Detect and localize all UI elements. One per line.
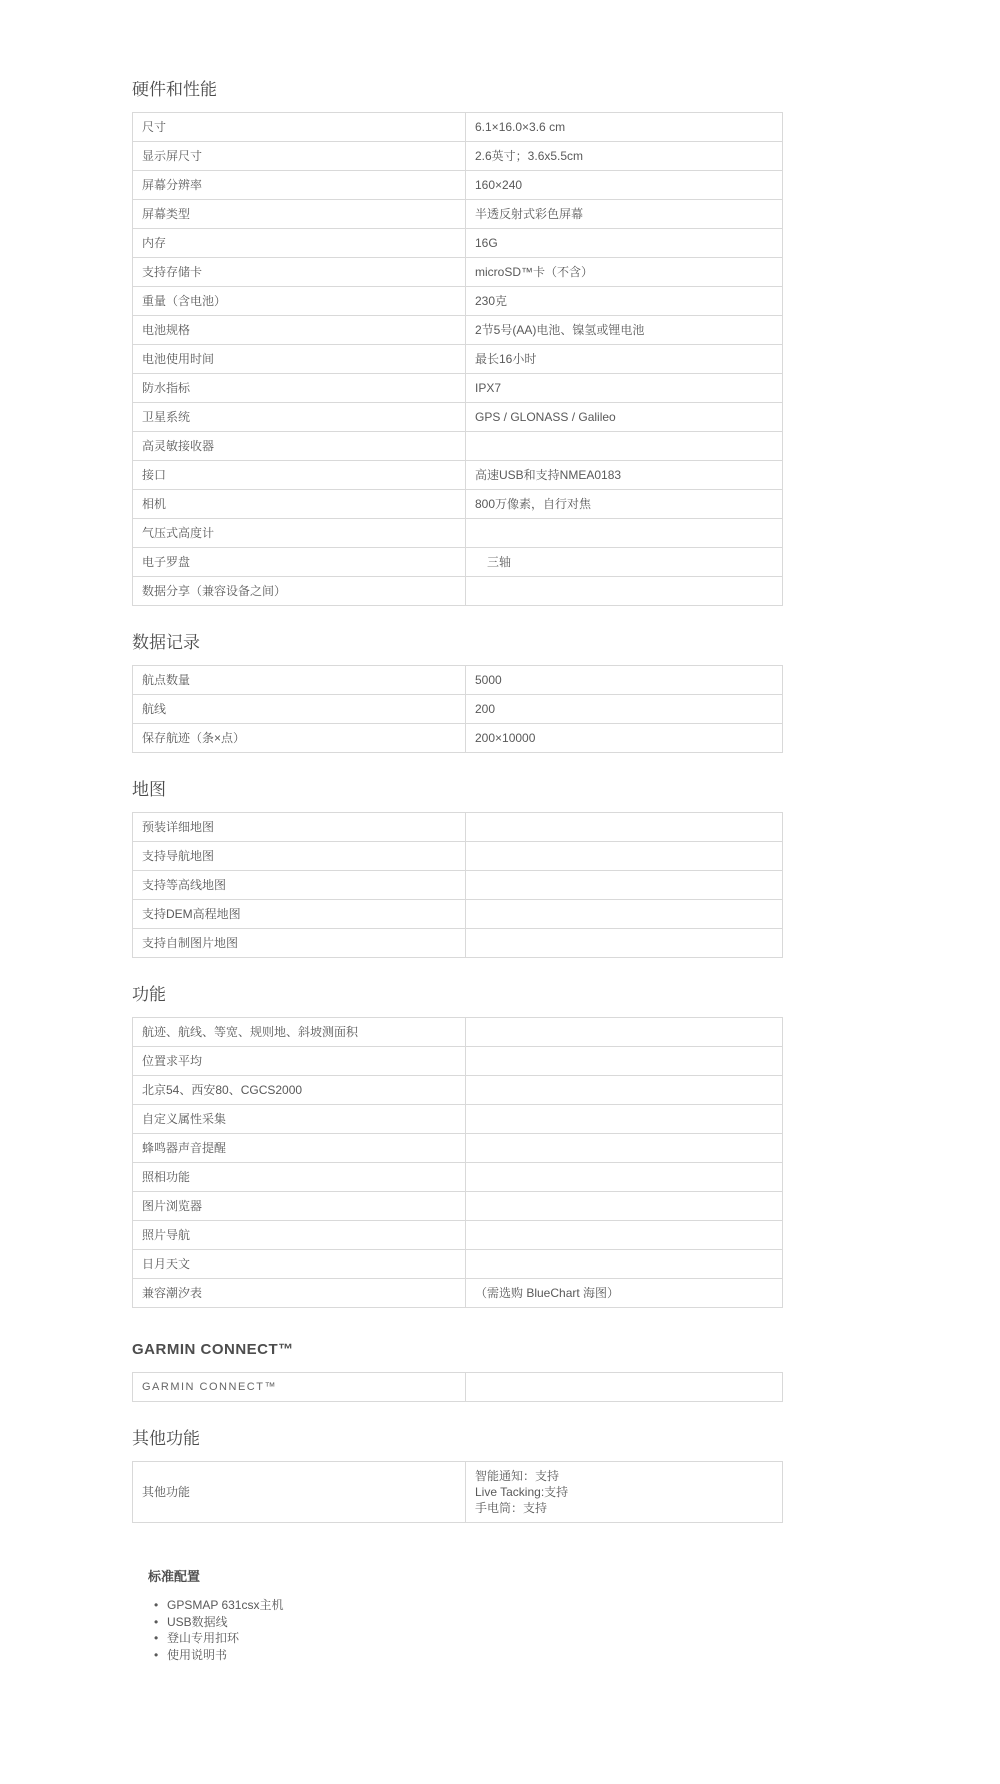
table-row: [133, 1163, 783, 1192]
row-value: [466, 1076, 783, 1105]
row-value: [466, 1047, 783, 1076]
spec-table-features: [132, 1017, 783, 1308]
row-label: 北京54、西安80、CGCS2000: [133, 1076, 466, 1105]
table-row: [133, 1250, 783, 1279]
row-label: 支持自制图片地图: [133, 929, 466, 958]
table-row: [133, 577, 783, 606]
row-label: 电池规格: [133, 316, 466, 345]
list-item: • 登山专用扣环: [148, 1630, 782, 1647]
row-value: [466, 1105, 783, 1134]
row-value: microSD™卡（不含）: [466, 258, 783, 287]
row-value: 800万像素，自行对焦: [466, 490, 783, 519]
table-row: [133, 345, 783, 374]
section-title-other-features: 其他功能: [132, 1429, 200, 1448]
row-label: 相机: [133, 490, 466, 519]
row-label: 接口: [133, 461, 466, 490]
section-title-features: 功能: [132, 985, 166, 1004]
row-value: [466, 1373, 783, 1402]
table-row: [133, 666, 783, 695]
row-value: GPS / GLONASS / Galileo: [466, 403, 783, 432]
row-label: 数据分享（兼容设备之间）: [133, 577, 466, 606]
row-value: 2.6英寸；3.6x5.5cm: [466, 142, 783, 171]
row-value: （需选购 BlueChart 海图）: [466, 1279, 783, 1308]
table-row: [133, 1076, 783, 1105]
list-item: • 使用说明书: [148, 1647, 782, 1664]
row-label: 防水指标: [133, 374, 466, 403]
row-value: [466, 1018, 783, 1047]
spec-table-other-features: [132, 1461, 783, 1523]
row-value: [466, 871, 783, 900]
table-row: [133, 695, 783, 724]
table-row: [133, 490, 783, 519]
table-row: [133, 1279, 783, 1308]
table-row: [133, 929, 783, 958]
table-row: [133, 142, 783, 171]
row-label: 兼容潮汐表: [133, 1279, 466, 1308]
row-label: 航线: [133, 695, 466, 724]
row-label: 卫星系统: [133, 403, 466, 432]
row-value: 高速USB和支持NMEA0183: [466, 461, 783, 490]
row-label: 蜂鸣器声音提醒: [133, 1134, 466, 1163]
row-value: 160×240: [466, 171, 783, 200]
row-label: 电子罗盘: [133, 548, 466, 577]
row-label: 支持等高线地图: [133, 871, 466, 900]
row-value: 6.1×16.0×3.6 cm: [466, 113, 783, 142]
row-label: 其他功能: [133, 1462, 466, 1523]
row-label: GARMIN CONNECT™: [133, 1373, 466, 1402]
table-row: [133, 519, 783, 548]
row-label: 图片浏览器: [133, 1192, 466, 1221]
table-row: [133, 871, 783, 900]
row-label: 显示屏尺寸: [133, 142, 466, 171]
row-value: 230克: [466, 287, 783, 316]
row-label: 位置求平均: [133, 1047, 466, 1076]
row-label: 支持存储卡: [133, 258, 466, 287]
standard-package-section: [148, 1569, 782, 1663]
row-label: 支持导航地图: [133, 842, 466, 871]
table-row: [133, 258, 783, 287]
table-row: [133, 1134, 783, 1163]
row-label: 电池使用时间: [133, 345, 466, 374]
spec-table-garmin-connect: [132, 1372, 783, 1402]
row-label: 航点数量: [133, 666, 466, 695]
list-item: • USB数据线: [148, 1614, 782, 1631]
table-row: [133, 813, 783, 842]
row-value: 半透反射式彩色屏幕: [466, 200, 783, 229]
row-label: 保存航迹（条×点）: [133, 724, 466, 753]
row-label: 支持DEM高程地图: [133, 900, 466, 929]
row-value: [466, 1134, 783, 1163]
section-title-maps: 地图: [132, 780, 166, 799]
table-row: [133, 1192, 783, 1221]
spec-table-maps: [132, 812, 783, 958]
row-label: 气压式高度计: [133, 519, 466, 548]
row-label: 日月天文: [133, 1250, 466, 1279]
row-label: 航迹、航线、等宽、规则地、斜坡测面积: [133, 1018, 466, 1047]
table-row: [133, 374, 783, 403]
row-value: 最长16小时: [466, 345, 783, 374]
row-label: 自定义属性采集: [133, 1105, 466, 1134]
row-value: 三轴: [466, 548, 783, 577]
table-row: [133, 461, 783, 490]
row-label: 高灵敏接收器: [133, 432, 466, 461]
row-label: 屏幕分辨率: [133, 171, 466, 200]
table-row: [133, 316, 783, 345]
section-title-garmin-connect: GARMIN CONNECT™: [132, 1341, 294, 1358]
row-value: IPX7: [466, 374, 783, 403]
table-row: [133, 287, 783, 316]
row-value: [466, 842, 783, 871]
row-value: 2节5号(AA)电池、镍氢或锂电池: [466, 316, 783, 345]
value-line: Live Tacking:支持: [475, 1485, 569, 1499]
row-value: 200: [466, 695, 783, 724]
table-row: [133, 1047, 783, 1076]
table-row: [133, 1018, 783, 1047]
list-item: • GPSMAP 631csx主机: [148, 1597, 782, 1614]
table-row: [133, 1221, 783, 1250]
row-value: [466, 1221, 783, 1250]
row-label: 预装详细地图: [133, 813, 466, 842]
row-label: 屏幕类型: [133, 200, 466, 229]
table-row: [133, 200, 783, 229]
row-value: [466, 1462, 783, 1523]
row-label: 照片导航: [133, 1221, 466, 1250]
row-value: 200×10000: [466, 724, 783, 753]
table-row: [133, 1462, 783, 1523]
spec-table-hardware: [132, 112, 783, 606]
row-value: [466, 813, 783, 842]
section-title-data-recording: 数据记录: [132, 633, 200, 652]
row-value: [466, 929, 783, 958]
row-value: [466, 900, 783, 929]
table-row: [133, 432, 783, 461]
table-row: [133, 842, 783, 871]
spec-sections: [132, 80, 782, 1523]
table-row: [133, 724, 783, 753]
table-row: [133, 1105, 783, 1134]
table-row: [133, 900, 783, 929]
row-value: [466, 1250, 783, 1279]
row-value: 5000: [466, 666, 783, 695]
row-value: [466, 432, 783, 461]
table-row: [133, 113, 783, 142]
standard-package-title: 标准配置: [148, 1569, 201, 1584]
value-line: 手电筒：支持: [475, 1501, 548, 1515]
table-row: [133, 1373, 783, 1402]
row-value: 16G: [466, 229, 783, 258]
value-line: 智能通知：支持: [475, 1469, 560, 1483]
table-row: [133, 171, 783, 200]
row-label: 照相功能: [133, 1163, 466, 1192]
row-label: 内存: [133, 229, 466, 258]
row-value: [466, 577, 783, 606]
row-label: 尺寸: [133, 113, 466, 142]
table-row: [133, 548, 783, 577]
row-label: 重量（含电池）: [133, 287, 466, 316]
row-value: [466, 1192, 783, 1221]
section-title-hardware: 硬件和性能: [132, 80, 217, 99]
row-value: [466, 519, 783, 548]
row-value: [466, 1163, 783, 1192]
table-row: [133, 403, 783, 432]
table-row: [133, 229, 783, 258]
standard-package-list: [148, 1597, 782, 1663]
spec-table-data-recording: [132, 665, 783, 753]
